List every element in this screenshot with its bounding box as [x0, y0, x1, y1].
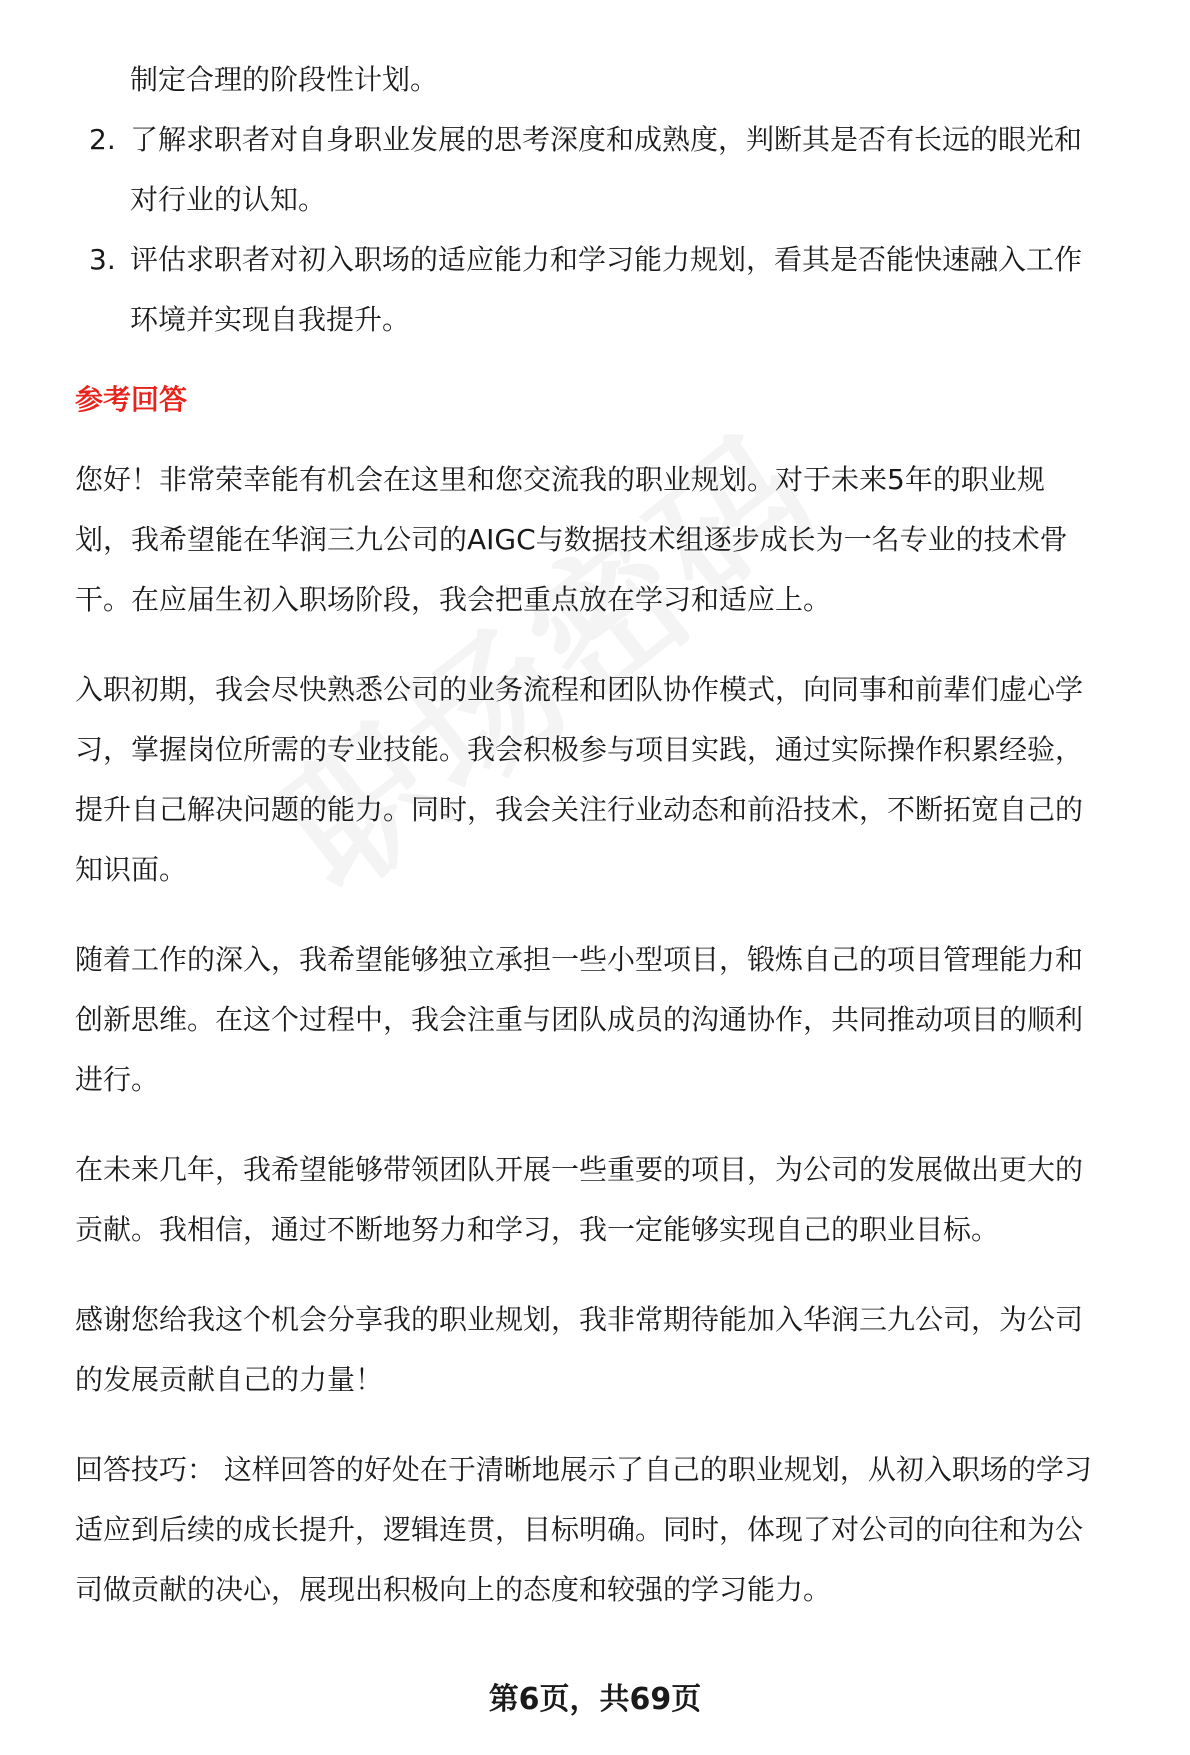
numbered-list: [75, 110, 1175, 350]
paragraph-line: 随着工作的深入，我希望能够独立承担一些小型项目，锻炼自己的项目管理能力和: [75, 943, 1084, 976]
paragraph-line: 的发展贡献自己的力量！: [75, 1363, 384, 1396]
list-text-line: 了解求职者对自身职业发展的思考深度和成熟度，判断其是否有长远的眼光和: [130, 123, 1083, 156]
paragraph: [75, 450, 1175, 630]
paragraph-line: 贡献。我相信，通过不断地努力和学习，我一定能够实现自己的职业目标。: [75, 1213, 1000, 1246]
list-item: [75, 230, 1175, 350]
paragraph-line: 划，我希望能在华润三九公司的AIGC与数据技术组逐步成长为一名专业的技术骨: [75, 523, 1068, 556]
paragraph: [75, 660, 1175, 900]
page-content: [75, 50, 1175, 1620]
paragraph-line: 入职初期，我会尽快熟悉公司的业务流程和团队协作模式，向同事和前辈们虚心学: [75, 673, 1084, 706]
list-text-line: 评估求职者对初入职场的适应能力和学习能力规划，看其是否能快速融入工作: [130, 243, 1083, 276]
paragraph-line: 进行。: [75, 1063, 160, 1096]
paragraph-line: 创新思维。在这个过程中，我会注重与团队成员的沟通协作，共同推动项目的顺利: [75, 1003, 1084, 1036]
paragraph-line: 干。在应届生初入职场阶段，我会把重点放在学习和适应上。: [75, 583, 832, 616]
list-text-line: 对行业的认知。: [130, 183, 327, 216]
paragraph-line: 适应到后续的成长提升，逻辑连贯，目标明确。同时，体现了对公司的向往和为公: [75, 1513, 1084, 1546]
list-text-line: 环境并实现自我提升。: [130, 303, 411, 336]
paragraph-line: 知识面。: [75, 853, 188, 886]
paragraph: [75, 1140, 1175, 1260]
paragraph-line: 司做贡献的决心，展现出积极向上的态度和较强的学习能力。: [75, 1573, 832, 1606]
section-heading: 参考回答: [75, 383, 188, 416]
page-number: 第6页，共69页: [488, 1682, 702, 1717]
list-item: [75, 110, 1175, 230]
answer-tips: [75, 1440, 1175, 1620]
paragraph-line: 您好！非常荣幸能有机会在这里和您交流我的职业规划。对于未来5年的职业规: [75, 463, 1045, 496]
list-number: 2.: [89, 123, 116, 156]
paragraph: [75, 1290, 1175, 1410]
list-number: 3.: [89, 243, 116, 276]
paragraph-line: 回答技巧： 这样回答的好处在于清晰地展示了自己的职业规划，从初入职场的学习: [75, 1453, 1092, 1486]
paragraph-line: 习，掌握岗位所需的专业技能。我会积极参与项目实践，通过实际操作积累经验，: [75, 733, 1084, 766]
paragraph-line: 在未来几年，我希望能够带领团队开展一些重要的项目，为公司的发展做出更大的: [75, 1153, 1084, 1186]
paragraph: [75, 930, 1175, 1110]
continued-line: 制定合理的阶段性计划。: [130, 63, 439, 96]
paragraph-line: 提升自己解决问题的能力。同时，我会关注行业动态和前沿技术，不断拓宽自己的: [75, 793, 1084, 826]
paragraph-line: 感谢您给我这个机会分享我的职业规划，我非常期待能加入华润三九公司，为公司: [75, 1303, 1084, 1336]
